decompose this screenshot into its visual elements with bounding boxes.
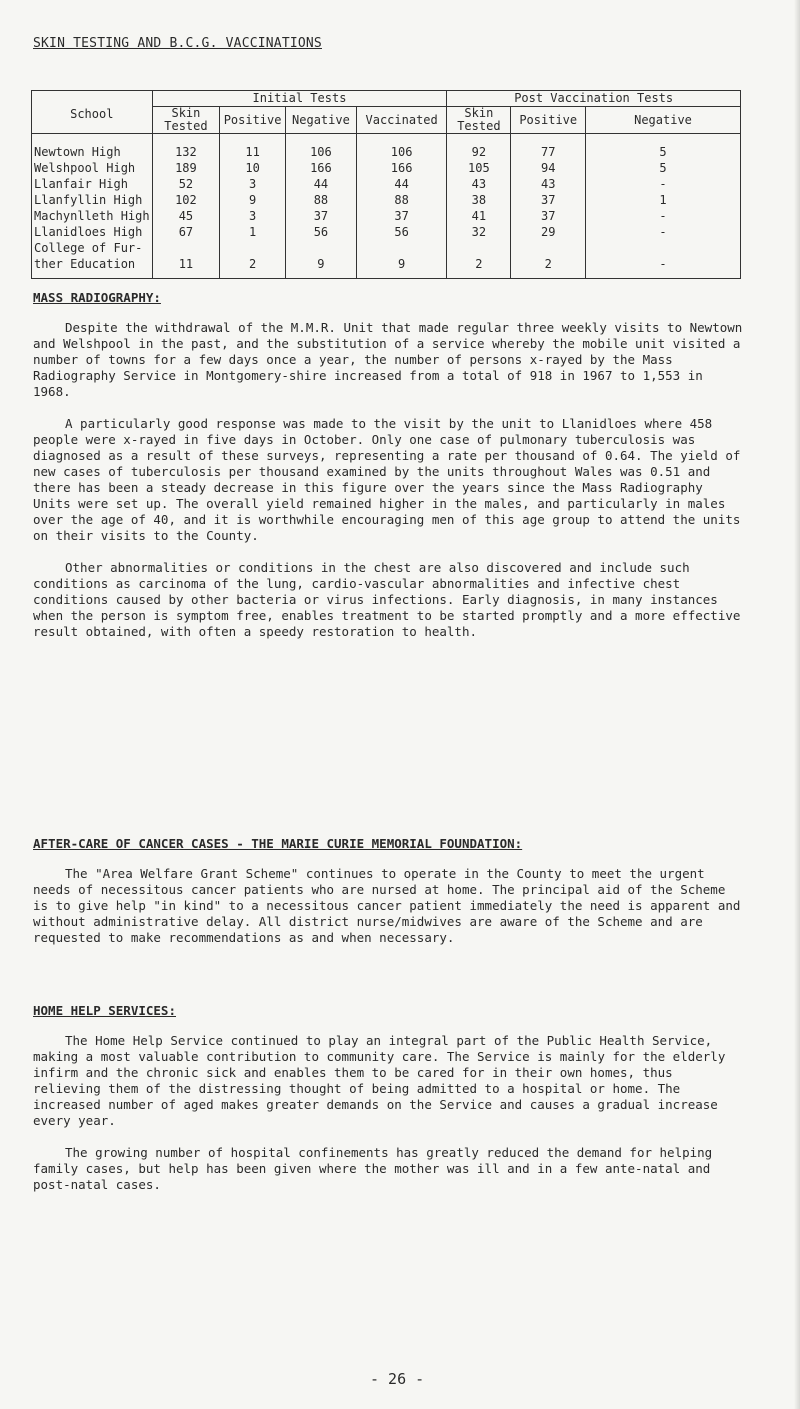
table-row [32, 208, 741, 224]
table-cell: 2 [447, 256, 511, 279]
skin-testing-table [31, 90, 741, 279]
table-cell: 10 [220, 160, 286, 176]
table-row [32, 176, 741, 192]
paragraph: Other abnormalities or conditions in the chest are also discovered and include such conditions as carcinoma of the lung, cardio-vascular abnormalities and infective chest conditions caused by other bacteria or virus infections. Early diagnosis, in many instances when the person is symptom free, enables treatment to be started promptly and a more effective result obtained, with often a speedy restoration to health. [33, 560, 741, 639]
school-cell: Newtown High [32, 134, 153, 161]
table-row [32, 224, 741, 240]
table-cell: 56 [356, 224, 446, 240]
table-cell: - [586, 208, 741, 224]
col-header: Positive [220, 107, 286, 134]
section-heading: MASS RADIOGRAPHY: [33, 290, 161, 305]
table-cell: 43 [511, 176, 586, 192]
col-header: Vaccinated [356, 107, 446, 134]
table-cell: 5 [586, 134, 741, 161]
table-cell: 38 [447, 192, 511, 208]
col-header: Skin Tested [447, 107, 511, 134]
table-cell [356, 240, 446, 256]
table-row [32, 256, 741, 279]
table-cell: 9 [220, 192, 286, 208]
table-cell: 9 [285, 256, 356, 279]
page-edge-shadow [794, 0, 800, 1409]
table-cell: 92 [447, 134, 511, 161]
table-cell: 3 [220, 208, 286, 224]
table-cell: 37 [511, 208, 586, 224]
table-cell: 132 [152, 134, 220, 161]
school-cell: Llanidloes High [32, 224, 153, 240]
school-cell: College of Fur- [32, 240, 153, 256]
table-cell [511, 240, 586, 256]
table-cell: 45 [152, 208, 220, 224]
table-cell: 44 [285, 176, 356, 192]
table-cell: 166 [285, 160, 356, 176]
section-heading: HOME HELP SERVICES: [33, 1003, 176, 1018]
paragraph: Despite the withdrawal of the M.M.R. Unit that made regular three weekly visits to Newtown and Welshpool in the past, and the substitution of a service whereby the mobile unit visited a number of towns for a few days once a year, the number of persons x-rayed by the Mass Radiography Service in Montgomery-shire increased from a total of 918 in 1967 to 1,553 in 1968. [33, 320, 743, 399]
table-cell: 88 [285, 192, 356, 208]
table-cell: 29 [511, 224, 586, 240]
table-cell: 88 [356, 192, 446, 208]
col-header: Negative [586, 107, 741, 134]
table-row [32, 160, 741, 176]
mass-radiography-section [33, 290, 743, 640]
school-cell: ther Education [32, 256, 153, 279]
table-cell [285, 240, 356, 256]
table-cell: - [586, 176, 741, 192]
table-cell: 11 [220, 134, 286, 161]
table-cell: 67 [152, 224, 220, 240]
table-cell: 11 [152, 256, 220, 279]
school-cell: Machynlleth High [32, 208, 153, 224]
table-row [32, 134, 741, 161]
table-cell: 189 [152, 160, 220, 176]
table-cell: 1 [586, 192, 741, 208]
table-cell: 37 [356, 208, 446, 224]
table-cell: 106 [356, 134, 446, 161]
table-cell: 105 [447, 160, 511, 176]
table-cell: 56 [285, 224, 356, 240]
col-header: Positive [511, 107, 586, 134]
paragraph: The "Area Welfare Grant Scheme" continues to operate in the County to meet the urgent needs of necessitous cancer patients who are nursed at home. The principal aid of the Scheme is to give help "in kind" to a necessitous cancer patient immediately the need is apparent and without administrative delay. All district nurse/midwives are aware of the Scheme and are requested to make recommendations as and when necessary. [33, 866, 741, 945]
table-cell: 166 [356, 160, 446, 176]
table-cell: 41 [447, 208, 511, 224]
table-cell: - [586, 224, 741, 240]
table-row [32, 192, 741, 208]
table-cell: 2 [511, 256, 586, 279]
page-title: SKIN TESTING AND B.C.G. VACCINATIONS [33, 36, 322, 51]
home-help-section [33, 1003, 743, 1193]
table-cell: 9 [356, 256, 446, 279]
school-cell: Llanfair High [32, 176, 153, 192]
post-vaccination-header: Post Vaccination Tests [447, 91, 741, 107]
table-cell: 102 [152, 192, 220, 208]
paragraph: The growing number of hospital confinements has greatly reduced the demand for helping family cases, but help has been given where the mother was ill and in a few ante-natal and post-natal cases. [33, 1145, 713, 1192]
col-header: Skin Tested [152, 107, 220, 134]
table-cell: 1 [220, 224, 286, 240]
table-cell: - [586, 256, 741, 279]
initial-tests-header: Initial Tests [152, 91, 447, 107]
page-number: - 26 - [370, 1370, 425, 1388]
table-cell: 5 [586, 160, 741, 176]
table-cell: 43 [447, 176, 511, 192]
table-cell: 52 [152, 176, 220, 192]
school-cell: Welshpool High [32, 160, 153, 176]
paragraph: A particularly good response was made to the visit by the unit to Llanidloes where 458 people were x-rayed in five days in October. Only one case of pulmonary tuberculosis was diagnosed as a result of these surveys, representing a rate per thousand of 0.64. The yield of new cases of tuberculosis per thousand examined by the units throughout Wales was 0.51 and there has been a steady decrease in this figure over the years since the Mass Radiography Units were set up. The overall yield remained higher in the males, and particularly in males over the age of 40, and it is worthwhile encouraging men of this age group to attend the units on their visits to the County. [33, 416, 741, 543]
table-cell: 37 [511, 192, 586, 208]
table-cell: 32 [447, 224, 511, 240]
section-heading: AFTER-CARE OF CANCER CASES - THE MARIE CURIE MEMORIAL FOUNDATION: [33, 836, 523, 851]
school-header: School [32, 91, 153, 134]
table-cell [152, 240, 220, 256]
table-cell: 94 [511, 160, 586, 176]
table-cell: 37 [285, 208, 356, 224]
table-cell: 44 [356, 176, 446, 192]
school-cell: Llanfyllin High [32, 192, 153, 208]
table-cell: 106 [285, 134, 356, 161]
table-cell: 2 [220, 256, 286, 279]
aftercare-section [33, 836, 743, 946]
table-cell: 3 [220, 176, 286, 192]
table-cell [447, 240, 511, 256]
col-header: Negative [285, 107, 356, 134]
table-cell [220, 240, 286, 256]
table-cell [586, 240, 741, 256]
table-row [32, 240, 741, 256]
table-cell: 77 [511, 134, 586, 161]
paragraph: The Home Help Service continued to play an integral part of the Public Health Service, making a most valuable contribution to community care. The Service is mainly for the elderly infirm and the chronic sick and enables them to be cared for in their own homes, thus relieving them of the distressing thought of being admitted to a hospital or home. The increased number of aged makes greater demands on the Service and causes a gradual increase every year. [33, 1033, 726, 1128]
